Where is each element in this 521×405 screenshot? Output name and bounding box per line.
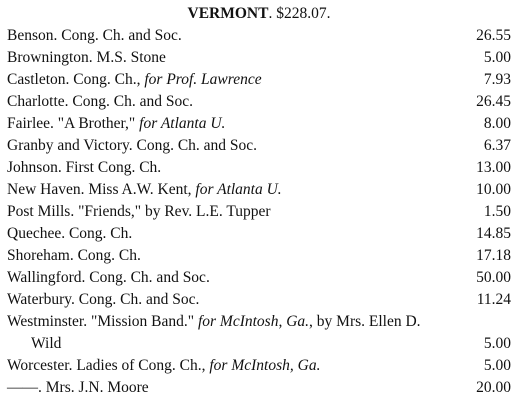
entry-amount: 20.00 [476,379,511,396]
entry-description [7,245,463,267]
entry-description [7,69,463,91]
entry-description [7,355,463,377]
list-item [7,69,511,91]
list-item [7,113,511,135]
entry-description [7,113,463,135]
entry-amount: 50.00 [476,269,511,286]
list-item [7,377,511,399]
entry-text: Brownington. M.S. Stone [7,49,166,66]
entry-designation: for McIntosh, Ga. [197,313,310,330]
state-name: VERMONT [187,5,269,22]
entry-text: Benson. Cong. Ch. and Soc. [7,27,182,44]
list-item [7,47,511,69]
entry-amount: 14.85 [476,225,511,242]
list-item [7,267,511,289]
entry-amount: 8.00 [483,115,511,132]
entry-text: ——. Mrs. J.N. Moore [7,379,149,396]
entry-text: Castleton. Cong. Ch., [7,71,145,88]
entry-amount: 5.00 [483,335,511,352]
list-item [7,201,511,223]
entry-designation: for Atlanta U. [139,115,226,132]
list-item [7,157,511,179]
entry-amount: 11.24 [476,291,511,308]
entry-description [7,267,463,289]
entry-text: Fairlee. "A Brother," [7,115,140,132]
entry-text: Johnson. First Cong. Ch. [7,159,162,176]
entry-description [7,179,463,201]
entry-text: Wallingford. Cong. Ch. and Soc. [7,269,210,286]
entry-description [7,91,463,113]
entry-description [7,47,463,69]
entry-description [7,377,463,399]
list-item [7,289,511,311]
entry-amount: 26.55 [476,27,511,44]
entry-description [7,157,463,179]
list-item [7,91,511,113]
entry-description [7,289,463,311]
list-item [7,179,511,201]
entry-amount: 6.37 [483,137,511,154]
entry-continuation: Wild [31,335,62,352]
entry-text: Post Mills. "Friends," by Rev. L.E. Tupper [7,203,271,220]
entry-amount: 7.93 [483,71,511,88]
entry-description [7,135,463,157]
entry-text: Westminster. "Mission Band." [7,313,198,330]
entry-text: Granby and Victory. Cong. Ch. and Soc. [7,137,258,154]
entry-amount: 5.00 [483,357,511,374]
contribution-list [7,25,511,399]
entry-designation: for McIntosh, Ga. [209,357,321,374]
entry-amount: 26.45 [476,93,511,110]
state-total: . $228.07. [268,5,331,22]
entry-text: New Haven. Miss A.W. Kent, [7,181,196,198]
list-item [7,355,511,377]
entry-continuation-line [7,333,511,355]
entry-amount: 17.18 [476,247,511,264]
entry-designation: for Prof. Lawrence [144,71,262,88]
entry-amount: 13.00 [476,159,511,176]
list-item [7,245,511,267]
list-item [7,135,511,157]
section-heading [7,3,511,25]
list-item [7,223,511,245]
entry-amount: 1.50 [483,203,511,220]
entry-text: Shoreham. Cong. Ch. [7,247,141,264]
entry-description [7,311,511,333]
list-item [7,25,511,47]
list-item [7,311,511,355]
entry-text: Waterbury. Cong. Ch. and Soc. [7,291,200,308]
entry-amount: 5.00 [483,49,511,66]
entry-text: Worcester. Ladies of Cong. Ch., [7,357,210,374]
entry-text-after: , by Mrs. Ellen D. [309,313,421,330]
entry-description [7,223,463,245]
entry-designation: for Atlanta U. [195,181,282,198]
entry-text: Quechee. Cong. Ch. [7,225,133,242]
entry-text: Charlotte. Cong. Ch. and Soc. [7,93,193,110]
entry-amount: 10.00 [476,181,511,198]
entry-description [7,25,463,47]
entry-description [7,201,463,223]
